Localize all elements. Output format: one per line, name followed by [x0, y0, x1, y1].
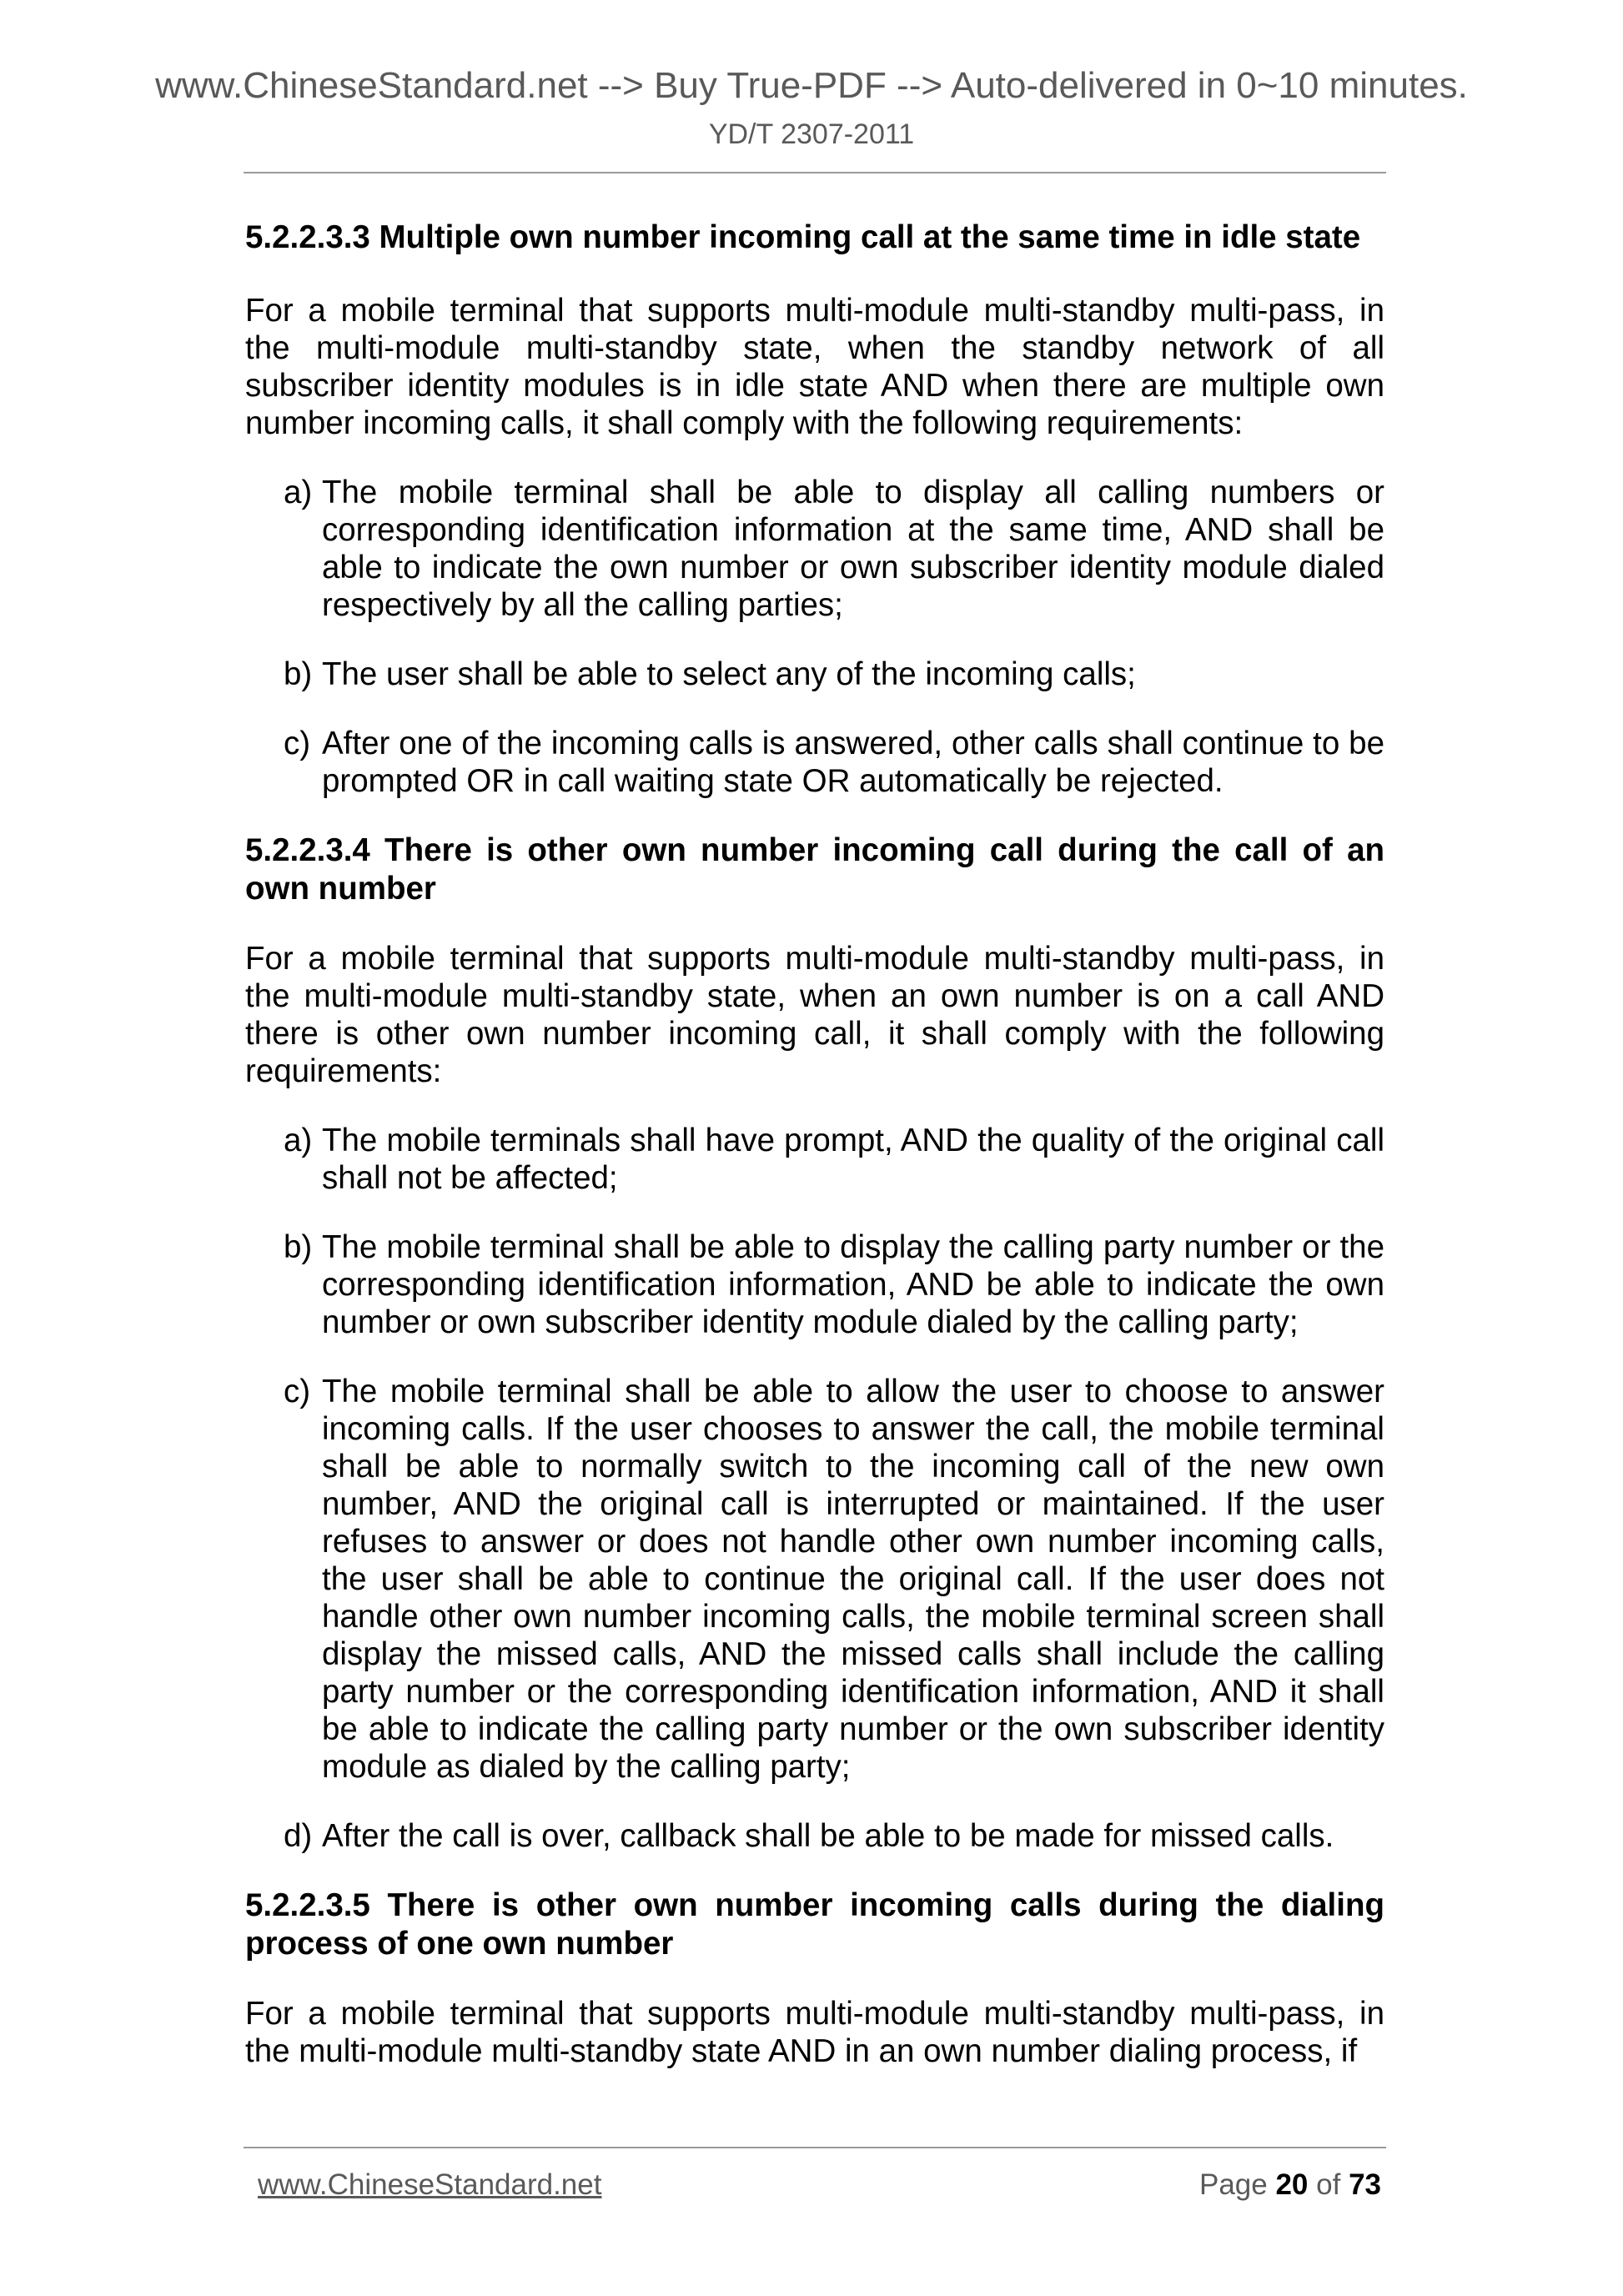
total-pages: 73: [1349, 2168, 1381, 2201]
section-intro: For a mobile terminal that supports multi-module multi-standby multi-pass, in the multi-module multi-standby state AND in an own number dialing process, if: [245, 1996, 1384, 2069]
section-heading-5-2-2-3-3: 5.2.2.3.3 Multiple own number incoming call at the same time in idle state: [245, 219, 1361, 255]
list-item-label: c): [284, 726, 311, 761]
page-prefix: Page: [1198, 2168, 1268, 2201]
list-item-text: The mobile terminal shall be able to allow the user to choose to answer incoming calls. If the user chooses to answer the call, the mobile terminal shall be able to normally switch to the incoming call of the new own number, AND the original call is interrupted or maintained. If the user refuses to answer or does not handle other own number incoming calls, the user shall be able to continue the original call. If the user does not handle other own number incoming calls, the mobile terminal screen shall display the missed calls, AND the missed calls shall include the calling party number or the corresponding identification information, AND it shall be able to indicate the calling party number or the own subscriber identity module as dialed by the calling party;: [322, 1374, 1384, 1785]
page-of: of: [1316, 2168, 1341, 2201]
list-item-text: After one of the incoming calls is answered, other calls shall continue to be prompted OR in call waiting state OR automatically be rejected.: [322, 726, 1384, 799]
list-item-text: The mobile terminal shall be able to display all calling numbers or corresponding identification information at the same time, AND shall be able to indicate the own number or own subscriber identity module dialed respectively by all the calling parties;: [322, 475, 1384, 623]
list-item: [284, 474, 1384, 624]
header-divider: [244, 172, 1386, 173]
header-doc-id: YD/T 2307-2011: [708, 118, 915, 150]
list-item-text: The user shall be able to select any of the incoming calls;: [322, 656, 1136, 692]
section-intro: For a mobile terminal that supports multi-module multi-standby multi-pass, in the multi-module multi-standby state, when the standby network of all subscriber identity modules is in idle state AND when there are multiple own number incoming calls, it shall comply with the following requirements:: [245, 293, 1384, 441]
list-item: [284, 725, 1384, 800]
list-item: [284, 1122, 1384, 1197]
page-number: [1199, 2168, 1381, 2202]
list-item-label: b): [284, 1229, 313, 1265]
current-page: 20: [1275, 2168, 1309, 2201]
list-item-label: d): [284, 1818, 313, 1854]
page-content: [245, 219, 1384, 2070]
list-item-text: The mobile terminal shall be able to display the calling party number or the corresponding identification information, AND be able to indicate the own number or own subscriber identity module dialed by the calling party;: [322, 1229, 1384, 1340]
section-heading-5-2-2-3-5: 5.2.2.3.5 There is other own number incoming calls during the dialing process of one own number: [245, 1887, 1384, 1962]
list-item: [284, 1228, 1384, 1341]
list-item-text: The mobile terminals shall have prompt, AND the quality of the original call shall not be affected;: [322, 1123, 1384, 1196]
footer-site-link[interactable]: www.ChineseStandard.net: [258, 2168, 602, 2201]
list-item-text: After the call is over, callback shall be able to be made for missed calls.: [322, 1818, 1334, 1854]
list-item: [284, 656, 1384, 693]
list-item: [284, 1817, 1384, 1855]
list-item-label: c): [284, 1374, 311, 1409]
list-item-label: a): [284, 475, 313, 510]
section-intro: For a mobile terminal that supports multi-module multi-standby multi-pass, in the multi-module multi-standby state, when an own number is on a call AND there is other own number incoming call, it shall comply with the following requirements:: [245, 941, 1384, 1089]
section-heading-5-2-2-3-4: 5.2.2.3.4 There is other own number incoming call during the call of an own number: [245, 832, 1384, 907]
footer-divider: [244, 2147, 1386, 2148]
list-item: [284, 1373, 1384, 1786]
list-item-label: a): [284, 1123, 313, 1158]
list-item-label: b): [284, 656, 313, 692]
header-banner: www.ChineseStandard.net --> Buy True-PDF --> Auto-delivered in 0~10 minutes.: [155, 65, 1468, 106]
